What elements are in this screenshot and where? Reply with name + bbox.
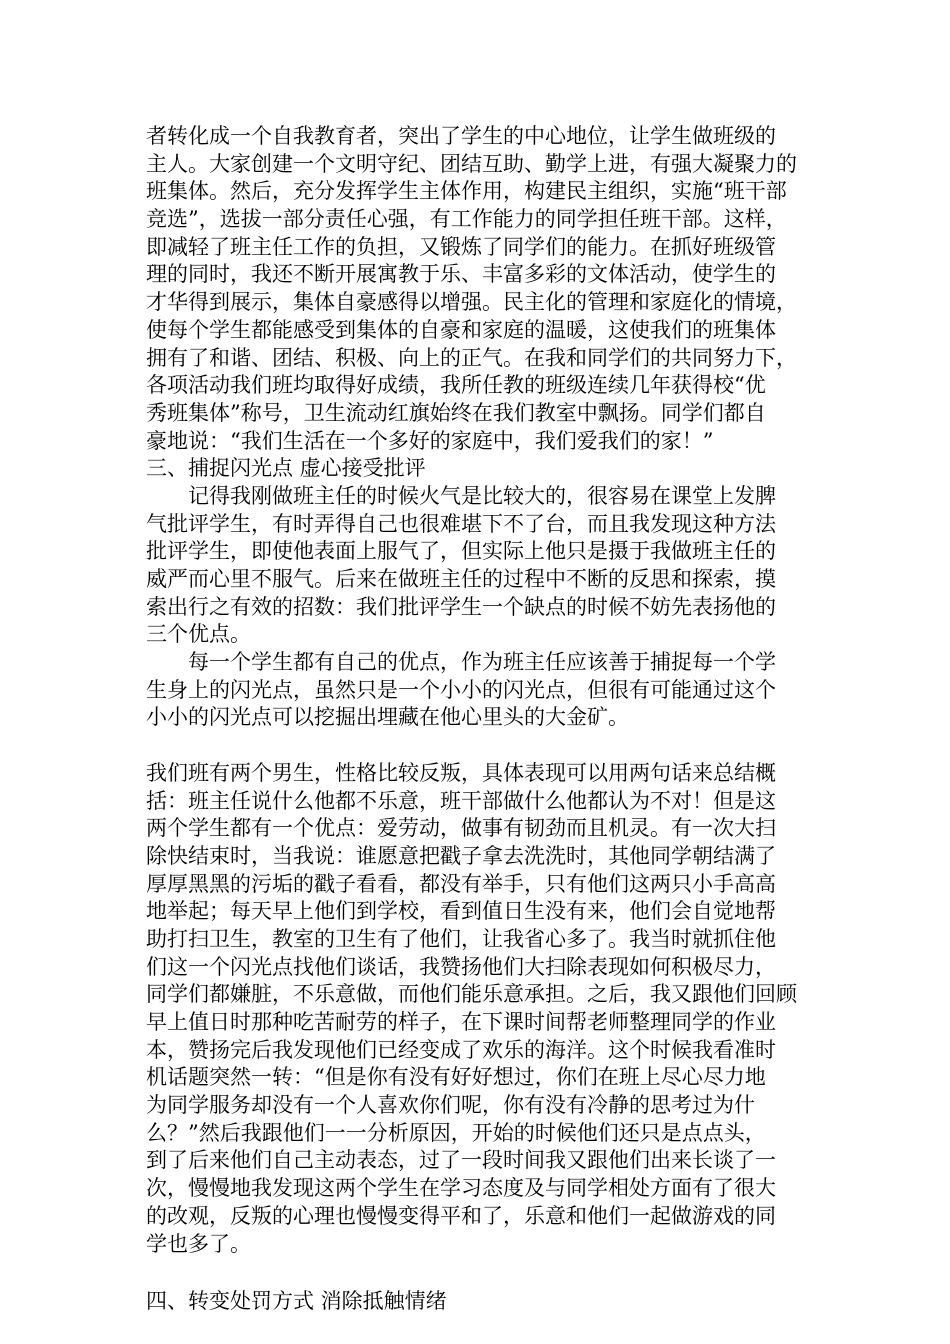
text-line: 助打扫卫生，教室的卫生有了他们，让我省心多了。我当时就抓住他: [146, 926, 776, 951]
text-line: 记得我刚做班主任的时候火气是比较大的，很容易在课堂上发脾: [188, 483, 776, 508]
text-line: 次，慢慢地我发现这两个学生在学习态度及与同学相处方面有了很大: [146, 1176, 776, 1201]
text-line: 同学们都嫌脏，不乐意做，而他们能乐意承担。之后，我又跟他们回顾: [146, 982, 797, 1007]
text-line: 秀班集体”称号，卫生流动红旗始终在我们教室中飘扬。同学们都自: [146, 400, 766, 425]
text-line: 三个优点。: [146, 622, 251, 647]
text-line: 机话题突然一转：“但是你有没有好好想过，你们在班上尽心尽力地: [146, 1065, 766, 1090]
text-line: 索出行之有效的招数：我们批评学生一个缺点的时候不妨先表扬他的: [146, 594, 776, 619]
paragraph-criticism: [146, 483, 811, 649]
text-line: 到了后来他们自己主动表态，过了一段时间我又跟他们出来长谈了一: [146, 1148, 776, 1173]
text-line: 每一个学生都有自己的优点，作为班主任应该善于捕捉每一个学: [188, 650, 776, 675]
text-line: 除快结束时，当我说：谁愿意把戳子拿去洗洗时，其他同学朝结满了: [146, 843, 776, 868]
text-line: 即减轻了班主任工作的负担，又锻炼了同学们的能力。在抓好班级管: [146, 234, 776, 259]
text-line: 地举起；每天早上他们到学校，看到值日生没有来，他们会自觉地帮: [146, 899, 776, 924]
text-line: 班集体。然后，充分发挥学生主体作用，构建民主组织，实施“班干部: [146, 179, 787, 204]
text-line: 豪地说：“我们生活在一个多好的家庭中，我们爱我们的家！”: [146, 428, 714, 453]
text-line: 们这一个闪光点找他们谈话，我赞扬他们大扫除表现如何积极尽力，: [146, 954, 776, 979]
text-line: 为同学服务却没有一个人喜欢你们呢，你有没有冷静的思考过为什: [146, 1093, 755, 1118]
text-line: 学也多了。: [146, 1231, 251, 1256]
blank-line: [146, 1258, 811, 1288]
text-line: 的改观，反叛的心理也慢慢变得平和了，乐意和他们一起做游戏的同: [146, 1203, 776, 1228]
text-line: 者转化成一个自我教育者，突出了学生的中心地位，让学生做班级的: [146, 124, 776, 148]
text-line: 理的同时，我还不断开展寓教于乐、丰富多彩的文体活动，使学生的: [146, 262, 776, 287]
text-line: 早上值日时那种吃苦耐劳的样子，在下课时间帮老师整理同学的作业: [146, 1010, 776, 1034]
text-line: 气批评学生，有时弄得自己也很难堪下不了台，而且我发现这种方法: [146, 511, 776, 536]
text-line: 我们班有两个男生，性格比较反叛，具体表现可以用两句话来总结概: [146, 760, 776, 785]
text-line: 括：班主任说什么他都不乐意，班干部做什么他都认为不对！但是这: [146, 788, 776, 813]
text-line: 批评学生，即使他表面上服气了，但实际上他只是摄于我做班主任的: [146, 539, 776, 564]
text-line: 本，赞扬完后我发现他们已经变成了欢乐的海洋。这个时候我看准时: [146, 1037, 776, 1062]
text-line: 威严而心里不服气。后来在做班主任的过程中不断的反思和探索，摸: [146, 567, 776, 591]
paragraph-strengths: [146, 649, 811, 732]
blank-line: [146, 732, 811, 760]
text-line: 生身上的闪光点，虽然只是一个小小的闪光点，但很有可能通过这个: [146, 677, 776, 702]
text-line: 厚厚黑黑的污垢的戳子看看，都没有举手，只有他们这两只小手高高: [146, 871, 776, 896]
document-body: [146, 123, 811, 1316]
text-line: 拥有了和谐、团结、积极、向上的正气。在我和同学们的共同努力下，: [146, 345, 797, 370]
text-line: 小小的闪光点可以挖掘出埋藏在他心里头的大金矿。: [146, 705, 629, 730]
text-line: 么？”然后我跟他们一一分析原因，开始的时候他们还只是点点头，: [146, 1120, 766, 1145]
section-heading-4: 四、转变处罚方式 消除抵触情绪: [146, 1289, 447, 1314]
paragraph-class-management: [146, 123, 811, 455]
text-line: 使每个学生都能感受到集体的自豪和家庭的温暖，这使我们的班集体: [146, 317, 776, 342]
text-line: 才华得到展示，集体自豪感得以增强。民主化的管理和家庭化的情境，: [146, 290, 797, 315]
paragraph-two-boys: [146, 760, 811, 1258]
text-line: 主人。大家创建一个文明守纪、团结互助、勤学上进，有强大凝聚力的: [146, 151, 797, 176]
section-heading-3: 三、捕捉闪光点 虚心接受批评: [146, 456, 426, 481]
text-line: 两个学生都有一个优点：爱劳动，做事有韧劲而且机灵。有一次大扫: [146, 816, 776, 841]
text-line: 竞选”，选拔一部分责任心强，有工作能力的同学担任班干部。这样，: [146, 207, 787, 232]
text-line: 各项活动我们班均取得好成绩，我所任教的班级连续几年获得校“优: [146, 373, 766, 398]
